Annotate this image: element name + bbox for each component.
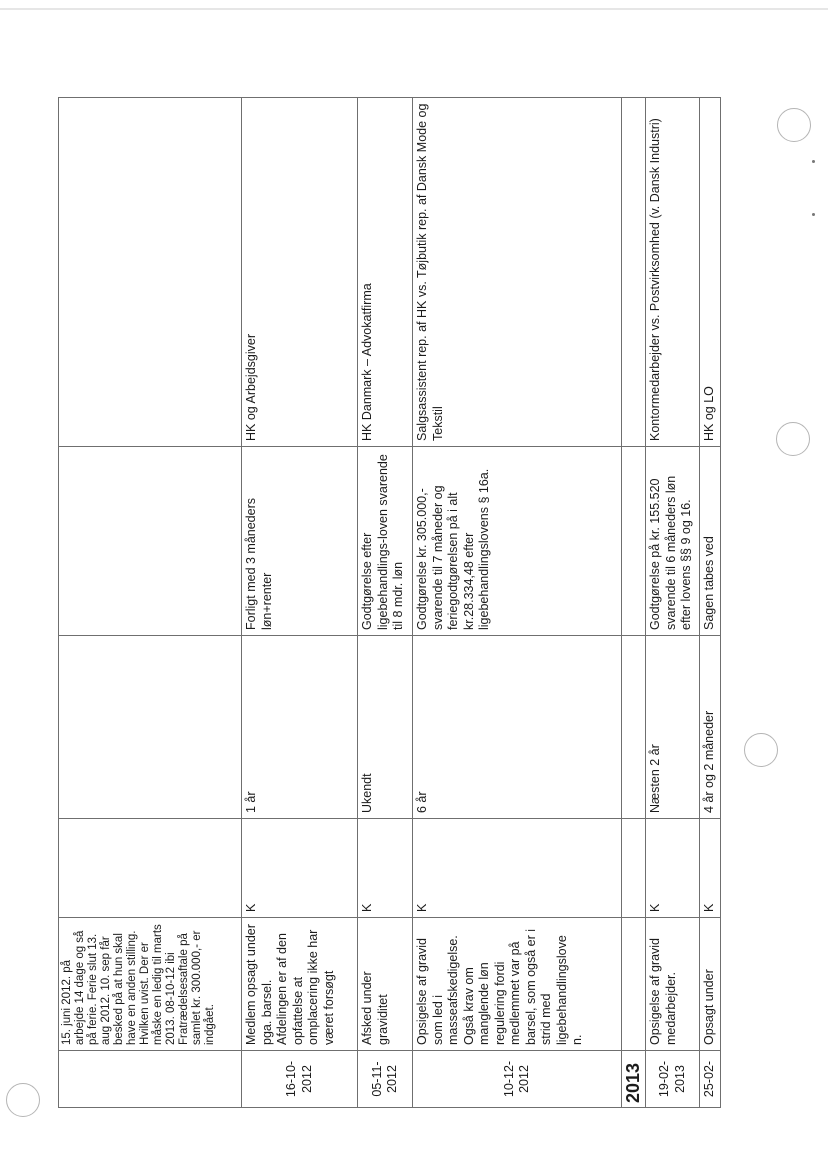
scan-speck — [812, 213, 815, 216]
punch-hole — [776, 422, 810, 456]
punch-hole — [744, 733, 778, 767]
parties-cell — [59, 98, 242, 447]
date-cell: 25-02- — [700, 1051, 721, 1108]
date-cell: 19-02-2013 — [646, 1051, 700, 1108]
result-cell: Godtgørelse efter ligebehandlings-loven svarende til 8 mdr. løn — [358, 447, 413, 636]
gender-cell: K — [413, 819, 622, 918]
duration-cell: 4 år og 2 måneder — [700, 636, 721, 819]
punch-hole — [777, 108, 811, 142]
year-heading: 2013 — [622, 1051, 646, 1108]
result-cell: Godtgørelse kr. 305.000,- svarende til 7 måneder og feriegodtgørelsen på i alt kr.28.334,48 efter ligebehandlingslovens § 16a. — [413, 447, 622, 636]
description-cell: Opsigelse af gravid medarbejder. — [646, 918, 700, 1051]
year-row — [622, 98, 646, 1108]
description-cell: Medlem opsagt under pga. barsel. Afdelingen er af den opfattelse at omplacering ikke har været forsøgt — [242, 918, 358, 1051]
duration-cell: 6 år — [413, 636, 622, 819]
scan-speck — [812, 160, 815, 163]
duration-cell: 1 år — [242, 636, 358, 819]
description-cell: 15. juni 2012. på arbejde 14 dage og så på ferie. Ferie slut 13. aug 2012. 10. sep får besked på at hun skal have en anden stilling. Hvilken uvist. Der er måske en ledig til marts 2013. 08-10-12 ibi Fratrædelsesaftale på samlet kr. 300.000,- er indgået. — [59, 918, 242, 1051]
parties-cell: Salgsassistent rep. af HK vs. Tøjbutik rep. af Dansk Mode og Tekstil — [413, 98, 622, 447]
punch-hole — [6, 1083, 40, 1117]
table-row — [358, 98, 413, 1108]
empty-cell — [622, 636, 646, 819]
result-cell: Godtgørelse på kr. 155.520 svarende til 6 måneders løn efter lovens §§ 9 og 16. — [646, 447, 700, 636]
parties-cell: Kontormedarbejder vs. Postvirksomhed (v. Dansk Industri) — [646, 98, 700, 447]
parties-cell: HK og Arbejdsgiver — [242, 98, 358, 447]
table-row — [700, 98, 721, 1108]
gender-cell: K — [358, 819, 413, 918]
date-cell: 10-12-2012 — [413, 1051, 622, 1108]
result-cell — [59, 447, 242, 636]
empty-cell — [622, 918, 646, 1051]
page-top-edge — [0, 8, 828, 10]
date-cell: 05-11-2012 — [358, 1051, 413, 1108]
description-cell: Opsagt under — [700, 918, 721, 1051]
duration-cell — [59, 636, 242, 819]
result-cell: Forligt med 3 måneders løn+renter — [242, 447, 358, 636]
table-row — [413, 98, 622, 1108]
date-cell: 16-10-2012 — [242, 1051, 358, 1108]
empty-cell — [622, 819, 646, 918]
description-cell: Opsigelse af gravid som led i masseafskedigelse. Også krav om manglende løn regulering fordi medlemmet var på barsel, som også er i strid med ligebehandlingslove n. — [413, 918, 622, 1051]
gender-cell: K — [700, 819, 721, 918]
table-row — [646, 98, 700, 1108]
description-cell: Afsked under graviditet — [358, 918, 413, 1051]
date-cell — [59, 1051, 242, 1108]
table-row — [242, 98, 358, 1108]
result-cell: Sagen tabes ved — [700, 447, 721, 636]
gender-cell: K — [646, 819, 700, 918]
parties-cell: HK og LO — [700, 98, 721, 447]
case-table — [58, 97, 721, 1108]
duration-cell: Næsten 2 år — [646, 636, 700, 819]
parties-cell: HK Danmark – Advokatfirma — [358, 98, 413, 447]
duration-cell: Ukendt — [358, 636, 413, 819]
gender-cell: K — [242, 819, 358, 918]
rotated-table-sheet — [58, 103, 773, 1108]
table-row — [59, 98, 242, 1108]
gender-cell — [59, 819, 242, 918]
empty-cell — [622, 98, 646, 447]
empty-cell — [622, 447, 646, 636]
